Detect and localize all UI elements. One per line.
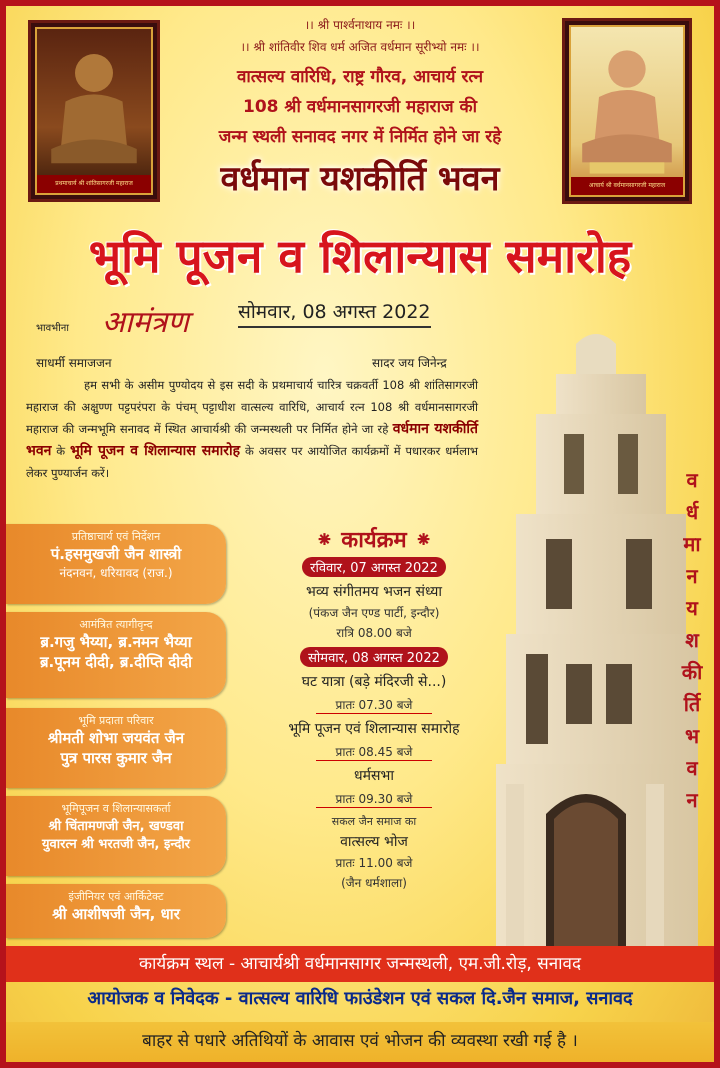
event-bhoj-pre: सकल जैन समाज का bbox=[331, 815, 417, 828]
day-1-event: भव्य संगीतमय भजन संध्या bbox=[305, 584, 443, 600]
invitation-body bbox=[26, 374, 478, 484]
credit-box-tyagivrind bbox=[6, 612, 226, 698]
body-highlight-2: भूमि पूजन व शिलान्यास समारोह bbox=[70, 443, 241, 459]
vertical-char: य bbox=[686, 596, 698, 620]
vertical-char: न bbox=[686, 788, 698, 812]
organizer-line: आयोजक व निवेदक - वात्सल्य वारिधि फाउंडेशन एवं सकल दि.जैन समाज, सनावद bbox=[87, 988, 633, 1009]
vertical-char: र्ध bbox=[685, 500, 699, 524]
salutation-right: सादर जय जिनेन्द्र bbox=[372, 356, 447, 370]
vertical-char: न bbox=[686, 564, 698, 588]
event-ghat-yatra: घट यात्रा (बड़े मंदिरजी से...) bbox=[301, 674, 447, 690]
vertical-char: व bbox=[686, 468, 698, 492]
building-illustration bbox=[486, 324, 698, 956]
mantra-line-2: ।। श्री शांतिवीर शिव धर्म अजित वर्धमान सूरीभ्यो नमः ।। bbox=[240, 40, 480, 54]
credit-name: ब्र.पूनम दीदी, ब्र.दीप्ति दीदी bbox=[39, 653, 192, 671]
footer-note: बाहर से पधारे अतिथियों के आवास एवं भोजन की व्यवस्था रखी गई है । bbox=[6, 1022, 714, 1062]
invite-prefix: भावभीना bbox=[36, 323, 69, 334]
program-title: ⁕ कार्यक्रम ⁕ bbox=[315, 528, 433, 553]
vertical-char: भ bbox=[684, 724, 700, 748]
seated-monk-figure-right bbox=[571, 27, 683, 195]
seated-monk-figure-left bbox=[37, 29, 151, 193]
credit-name: पुत्र पारस कुमार जैन bbox=[60, 749, 172, 767]
body-part-3: के अवसर पर आयोजित कार्यक्रमों में पधारकर धर्मलाभ लेकर पुण्यार्जन करें। bbox=[26, 444, 479, 480]
vertical-char: की bbox=[681, 660, 703, 684]
body-highlight-1: वर्धमान यशकीर्ति भवन bbox=[26, 421, 478, 459]
program-schedule bbox=[264, 524, 484, 894]
credit-box-engineer bbox=[6, 884, 226, 938]
credit-title: इंजीनियर एवं आर्किटेक्ट bbox=[68, 890, 164, 903]
time-ghat-yatra: प्रातः 07.30 बजे bbox=[316, 696, 433, 714]
time-bhoomi-pujan: प्रातः 08.45 बजे bbox=[316, 743, 433, 761]
intro-line-2: 108 श्री वर्धमानसागरजी महाराज की bbox=[243, 97, 477, 117]
time-vatsalya-bhoj: प्रातः 11.00 बजे bbox=[335, 856, 413, 870]
credit-title: आमंत्रित त्यागीवृन्द bbox=[79, 618, 153, 631]
event-vatsalya-bhoj: वात्सल्य भोज bbox=[340, 834, 408, 850]
vertical-char: श bbox=[685, 628, 699, 652]
photo-caption-left: प्रथमाचार्य श्री शांतिसागरजी महाराज bbox=[37, 175, 151, 193]
vertical-char: र्ति bbox=[683, 692, 701, 716]
acharya-photo-right bbox=[562, 18, 692, 204]
invitation-card bbox=[6, 6, 714, 1062]
day-1-sub: (पंकज जैन एण्ड पार्टी, इन्दौर) bbox=[308, 606, 440, 620]
credit-box-shilanyaskarta bbox=[6, 796, 226, 876]
credit-name: ब्र.गजु भैय्या, ब्र.नमन भैय्या bbox=[40, 633, 192, 651]
credit-title: भूमिपूजन व शिलान्यासकर्ता bbox=[61, 802, 171, 815]
credit-box-pratishthacharya bbox=[6, 524, 226, 604]
acharya-photo-left bbox=[28, 20, 160, 202]
day-1-time: रात्रि 08.00 बजे bbox=[336, 626, 412, 640]
mantra-line-1: ।। श्री पार्श्वनाथाय नमः ।। bbox=[304, 18, 416, 32]
bhavan-title: वर्धमान यशकीर्ति भवन bbox=[220, 159, 500, 199]
day-1-pill: रविवार, 07 अगस्त 2022 bbox=[302, 557, 446, 577]
invite-script: आमंत्रण bbox=[102, 305, 189, 340]
vertical-bhavan-name bbox=[674, 464, 710, 816]
time-dharmasabha: प्रातः 09.30 बजे bbox=[316, 790, 433, 808]
credit-box-bhumi-pradata bbox=[6, 708, 226, 788]
credit-name: श्रीमती शोभा जयवंत जैन bbox=[47, 729, 185, 747]
event-bhoomi-pujan: भूमि पूजन एवं शिलान्यास समारोह bbox=[288, 721, 460, 737]
day-2-pill: सोमवार, 08 अगस्त 2022 bbox=[300, 647, 448, 667]
vertical-char: व bbox=[686, 756, 698, 780]
body-part-2: के bbox=[56, 444, 66, 458]
credit-name: श्री आशीषजी जैन, धार bbox=[52, 905, 180, 923]
event-date: सोमवार, 08 अगस्त 2022 bbox=[238, 298, 431, 328]
credit-name: पं.हसमुखजी जैन शास्त्री bbox=[50, 545, 182, 563]
main-title: भूमि पूजन व शिलान्यास समारोह bbox=[88, 229, 632, 283]
credit-name: युवारत्न श्री भरतजी जैन, इन्दौर bbox=[42, 837, 190, 852]
body-part-1: हम सभी के असीम पुण्योदय से इस सदी के प्रथमाचार्य चारित्र चक्रवर्ती 108 श्री शांतिसागरजी महाराज की अक्षुण्ण पट्टपरंपरा के पंचम् पट्टाधीश वात्सल्य वारिधि, आचार्य रत्न 108 श्री वर्धमानसागरजी महाराज की जन्मभूमि सनावद में स्थित आचार्यश्री की जन्मस्थली पर निर्मित होने जा रहे bbox=[26, 378, 478, 436]
credit-title: भूमि प्रदाता परिवार bbox=[78, 714, 154, 727]
credit-name: श्री चिंतामणजी जैन, खण्डवा bbox=[48, 819, 184, 834]
credit-sub: नंदनवन, धरियावद (राज.) bbox=[59, 566, 173, 580]
vertical-char: मा bbox=[683, 532, 701, 556]
event-dharmasabha: धर्मसभा bbox=[354, 768, 394, 784]
intro-line-3: जन्म स्थली सनावद नगर में निर्मित होने जा रहे bbox=[218, 127, 502, 147]
bhoj-venue: (जैन धर्मशाला) bbox=[341, 876, 407, 890]
salutation-left: साधर्मी समाजजन bbox=[36, 356, 112, 370]
photo-caption-right: आचार्य श्री वर्धमानसागरजी महाराज bbox=[571, 177, 683, 195]
intro-line-1: वात्सल्य वारिधि, राष्ट्र गौरव, आचार्य रत्न bbox=[236, 67, 484, 87]
venue-band: कार्यक्रम स्थल - आचार्यश्री वर्धमानसागर जन्मस्थली, एम.जी.रोड़, सनावद bbox=[6, 946, 714, 982]
credit-title: प्रतिष्ठाचार्य एवं निर्देशन bbox=[71, 530, 161, 543]
